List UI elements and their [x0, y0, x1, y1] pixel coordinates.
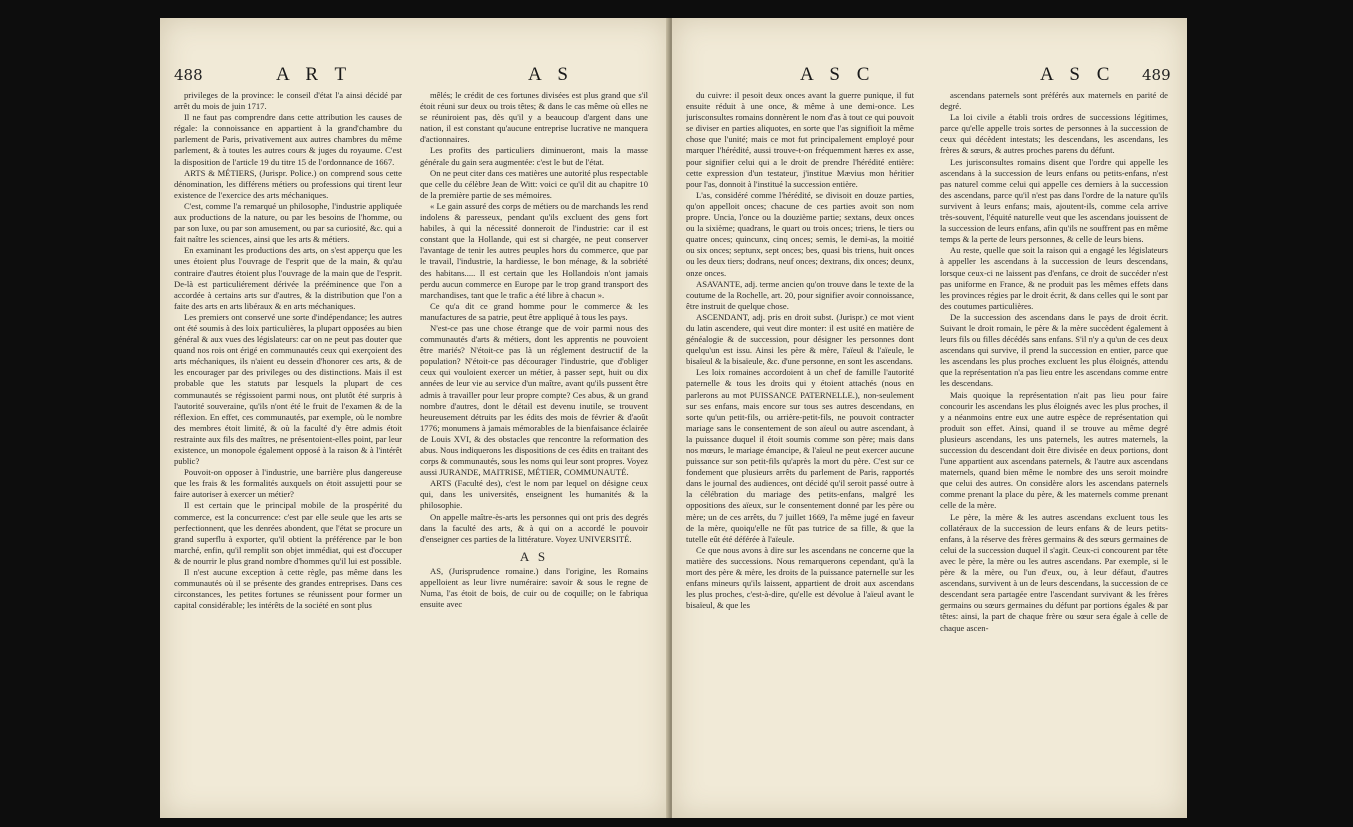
paragraph: Au reste, quelle que soit la raison qui a engagé les législateurs à appeller les ascendans à la succession de leurs descendans, lorsque ceux-ci ne laissent pas d'enfans, ce droit de succéder n'est pas uniforme en France, & ne produit pas les mêmes effets dans les provinces régies par le droit écrit, & dans celles qui le sont par des coutumes particulières. [940, 245, 1168, 311]
right-page [672, 18, 1187, 818]
paragraph: ASCENDANT, adj. pris en droit subst. (Jurispr.) ce mot vient du latin ascendere, qui veut dire monter: il est usité en matière de généalogie & de succession, pour désigner les personnes dont quelqu'un est issu. Ainsi les père & mère, l'aïeul & l'aïeule, le bisaïeul & la bisaïeule, &c. d'une personne, en sont les ascendans. [686, 311, 914, 367]
paragraph: La loi civile a établi trois ordres de successions légitimes, parce qu'elle appelle trois sortes de personnes à la succession de ceux qui décèdent intestats; les descendans, les ascendans, les frères & sœurs, & autres proches parens du défunt. [940, 112, 1168, 156]
left-page [160, 18, 670, 818]
paragraph: du cuivre: il pesoit deux onces avant la guerre punique, il fut ensuite réduit à une once, & même à une demi-once. Les jurisconsultes romains donnèrent le nom d'as à tout ce qui pouvoit se diviser en parties aliquotes, en sorte que l'as signifioit la même chose que l'unité; mais ce mot fut principalement employé pour marquer l'hérédité, aussi trouve-t-on fréquemment hæres ex asse, pour signifier celui qui a le droit de prendre l'hérédité entière: cette expression d'un testateur, j'institue Mævius mon héritier pour l'as, donnoit à l'institué la succession entière. [686, 90, 914, 189]
paragraph: Ce qu'a dit ce grand homme pour le commerce & les manufactures de sa patrie, peut être appliqué à tous les pays. [420, 300, 648, 322]
paragraph: Il est certain que le principal mobile de la prospérité du commerce, est la concurrence: c'est par elle seule que les arts se perfectionnent, que les denrées abondent, que l'état se procure un grand superflu à exporter, qu'il obtient la préférence par le bon marché, enfin, qu'il remplit son objet immédiat, qui est d'occuper & de nourrir le plus grand nombre d'hommes qu'il lui est possible. [174, 500, 402, 566]
paragraph: ASAVANTE, adj. terme ancien qu'on trouve dans le texte de la coutume de la Rochelle, art. 20, pour signifier avoir connoissance, être instruit de quelque chose. [686, 278, 914, 311]
paragraph: « Le gain assuré des corps de métiers ou de marchands les rend indolens & paresseux, pendant qu'ils excluent des gens fort habiles, à qui la nécessité donneroit de l'industrie: car il est constant que la Hollande, qui est si chargée, ne peut conserver l'avantage de tenir les autres peuples hors du commerce, que par le travail, l'industrie, la hardiesse, le bon ménage, & la sobriété des habitans..... Il est certain que les Hollandois n'ont jamais perdu aucun commerce en Europe par le trop grand transport des marchandises, tant que le trafic a été libre à chacun ». [420, 200, 648, 300]
paragraph: privileges de la province: le conseil d'état l'a ainsi décidé par arrêt du mois de juin 1717. [174, 90, 402, 112]
running-head-as: A S [528, 64, 574, 85]
paragraph: On appelle maître-ès-arts les personnes qui ont pris des degrés dans la faculté des arts, & à qui on a accordé le pouvoir d'enseigner ces parties de la littérature. Voyez UNIVERSITÉ. [420, 511, 648, 544]
paragraph: Le père, la mère & les autres ascendans excluent tous les collatéraux de la succession de leurs enfans & de leurs petits-enfans, à la réserve des frères germains & des sœurs germaines de celui de la succession duquel il s'agit. Ceux-ci concourent par tête avec le père, la mère ou les autres ascendans. Par exemple, si le père & la mère, ou l'un d'eux, ou, à leur défaut, d'autres ascendans, survivent à un de leurs descendans, la succession de ce descendant sera partagée entre l'ascendant survivant & les frères germains ou sœurs germaines du défunt par portions égales & par têtes: ainsi, la part de chaque frère ou sœur sera égale à celle de chaque ascen- [940, 511, 1168, 633]
left-page-column-2 [420, 90, 648, 818]
paragraph: mêlés; le crédit de ces fortunes divisées est plus grand que s'il étoit réuni sur deux ou trois têtes; & dans le cas même où elles ne se réuniroient pas, dès qu'il y a beaucoup d'argent dans une nation, il est constant qu'aucune entreprise lucrative ne manquera d'actionnaires. [420, 90, 648, 145]
paragraph: Il n'est aucune exception à cette règle, pas même dans les communautés où il se présente des grandes entreprises. Dans ces circonstances, les petites fortunes se réunissent pour former un capital considérable; les intérêts de la société en sont plus [174, 567, 402, 611]
paragraph: ascendans paternels sont préférés aux maternels en parité de degré. [940, 90, 1168, 112]
paragraph: Ce que nous avons à dire sur les ascendans ne concerne que la matière des successions. Nous remarquerons cependant, qu'à la mort des père & mère, les droits de la puissance paternelle sur les enfans mineurs qu'ils laissent, appartient de droit aux ascendans les plus proches, c'est-à-dire, qu'elle est dévolue à l'aïeul avant le bisaïeul, & que les [686, 544, 914, 611]
paragraph: On ne peut citer dans ces matières une autorité plus respectable que celle du célèbre Jean de Witt: voici ce qu'il dit au chapitre 10 de la première partie de ses mémoires. [420, 167, 648, 200]
right-page-column-2 [940, 90, 1168, 818]
paragraph: Les jurisconsultes romains disent que l'ordre qui appelle les ascendans à la succession de leurs enfans ou petits-enfans, n'est pas naturel comme celui qui appelle ces derniers à la succession des ascendans, parce qu'il n'est pas dans l'ordre de la nature qu'ils survivent à leurs enfans; mais, ajoutent-ils, comme cela arrive très-souvent, l'équité naturelle veut que les ascendans jouissent de la succession de leurs enfans, afin qu'ils ne souffrent pas en même temps & la perte de leurs personnes, & celle de leurs biens. [940, 156, 1168, 245]
page-number-left: 488 [174, 66, 203, 84]
paragraph: En examinant les productions des arts, on s'est apperçu que les unes étoient plus l'ouvrage de l'esprit que de la main, & qu'au contraire d'autres étoient plus l'ouvrage de la main que de l'esprit. De-là est particuliérement dérivée la prééminence que l'on a accordée à certains arts sur d'autres, & la distribution que l'on a faite des arts en arts libéraux & en arts méchaniques. [174, 245, 402, 311]
paragraph: N'est-ce pas une chose étrange que de voir parmi nous des communautés d'arts & métiers, dont les apprentis ne pouvoient être mariés? N'étoit-ce pas là un réglement destructif de la population? N'étoit-ce pas décourager l'industrie, que d'obliger ceux qui vouloient exercer un métier, à passer sept, huit ou dix années de leur vie au service d'un maître, avant qu'ils pussent être admis à travailler pour leur propre compte? Ces abus, & un grand nombre d'autres, dont le détail est devenu inutile, se trouvent heureusement détruits par les édits des mois de février & d'août 1776; monumens à jamais mémorables de la bienfaisance éclairée de Louis XVI, & des obstacles que rencontre la reformation des abus. Nous indiquerons les dispositions de ces édits en traitant des corps & communautés, sous les noms qui leur sont propres. Voyez aussi JURANDE, MAITRISE, MÉTIER, COMMUNAUTÉ. [420, 322, 648, 478]
running-head-asc-right: A S C [1040, 64, 1116, 85]
paragraph: AS, (Jurisprudence romaine.) dans l'origine, les Romains appelloient as leur livre numéraire: savoir & sous le regne de Numa, l'as étoit de bois, de cuir ou de coquille; on le fabriqua ensuite avec [420, 565, 648, 610]
paragraph: Les loix romaines accordoient à un chef de famille l'autorité paternelle & tous les droits qui y étoient attachés (nous en parlerons au mot PUISSANCE PATERNELLE.), non-seulement sur ses enfans, mais encore sur tous ses autres descendans, en sorte qu'un petit-fils, ou arrière-petit-fils, ne pouvoit contracter mariage sans le consentement de son aïeul ou autre ascendant, à la puissance duquel il étoit soumis comme son père; mais dans nos mœurs, le mariage émancipe, & l'aïeul ne peut exercer aucune puissance sur son petit-fils qu'après la mort du père. C'est sur ce fondement que plusieurs arrêts du parlement de Paris, rapportés dans le journal des audiences, ont décidé qu'il seroit passé outre à la célébration du mariage des petits-enfans, malgré les oppositions des aïeux, sur le consentement donné par les père ou mère; un de ces arrêts, du 7 juillet 1669, l'a même jugé en faveur de la mère, quoiqu'elle ne fût pas tutrice de sa fille, & que la tutelle eût été déférée à l'aïeule. [686, 367, 914, 544]
section-heading: A S [519, 548, 549, 564]
paragraph: Les profits des particuliers diminueront, mais la masse générale du gain sera augmentée: c'est le but de l'état. [420, 145, 648, 167]
paragraph: C'est, comme l'a remarqué un philosophe, l'industrie appliquée aux productions de la nature, ou par les besoins de l'homme, ou par son luxe, ou par son amusement, ou par sa curiosité, &c. qui a fait naître les sciences, ainsi que les arts & métiers. [174, 200, 402, 245]
right-page-column-1 [686, 90, 914, 818]
paragraph: Il ne faut pas comprendre dans cette attribution les causes de régale: la connoissance en appartient à la grand'chambre du parlement de Paris, privativement aux autres chambres du même parlement, & à toutes les autres cours & juges du royaume. C'est la disposition de l'article 19 du titre 15 de l'ordonnance de 1667. [174, 112, 402, 167]
running-head-asc-left: A S C [800, 64, 876, 85]
page-number-right: 489 [1142, 66, 1171, 84]
paragraph: Mais quoique la représentation n'ait pas lieu pour faire concourir les ascendans les plus éloignés avec les plus proches, il y a néanmoins entre eux une autre espèce de représentation qui produit son effet. Ainsi, quand il se trouve au même degré plusieurs ascendans, les uns paternels, les autres maternels, la succession du descendant doit être divisée en deux portions, dont l'une appartient aux ascendans paternels, & l'autre aux ascendans maternels, quand bien même le nombre des uns seroit moindre que celui des autres. On considère alors les ascendans paternels comme prenant la place du père, & les maternels comme prenant celle de la mère. [940, 389, 1168, 511]
paragraph: De la succession des ascendans dans le pays de droit écrit. Suivant le droit romain, le père & la mère succèdent également à leurs fils ou filles décédés sans enfans. S'il n'y a qu'un de ces deux ascendans qui survive, il prend la succession en entier, parce que les ascendans les plus proches excluent les plus éloignés, attendu que la représentation n'a pas lieu entre les ascendans comme entre les descendans. [940, 311, 1168, 389]
paragraph: ARTS (Faculté des), c'est le nom par lequel on désigne ceux qui, dans les universités, enseignent les humanités & la philosophie. [420, 478, 648, 511]
left-page-column-1 [174, 90, 402, 818]
running-head-art: A R T [276, 64, 353, 85]
paragraph: Pouvoit-on opposer à l'industrie, une barrière plus dangereuse que les frais & les formalités auxquels on étoit assujetti pour se faire autoriser à exercer un métier? [174, 467, 402, 500]
paragraph: L'as, considéré comme l'hérédité, se divisoit en douze parties, qu'on appelloit onces; chacune de ces parties avoit son nom propre. Uncia, l'once ou la douzième partie; sextans, deux onces ou la sixième; quadrans, le quart ou trois onces; triens, le tiers ou quatre onces; quincunx, cinq onces; semis, le demi-as, la moitié ou six onces; septunx, sept onces; bes, quasi bis triens, huit onces ou les deux tiers; dodrans, neuf onces; dextrans, dix onces; deunx, onze onces. [686, 189, 914, 278]
paragraph: Les premiers ont conservé une sorte d'indépendance; les autres ont été soumis à des loix particulières, la plupart opposées au bien général & aux vues des législateurs: car on ne peut pas douter que quand nos rois ont érigé en communautés ceux qui exerçoient des arts méchaniques, ils n'aient eu dessein d'honorer ces arts, & de les encourager par des privileges ou des distinctions. Mais il est probable que les statuts par lesquels la plupart de ces communautés se régissoient parmi nous, ont plutôt été surpris à l'autorité souveraine, qu'ils n'ont été le fruit de l'examen & de la réflexion. En effet, ces communautés, par exemple, où le nombre des membres étoit limité, & où la faculté d'y être admis étoit restrainte aux fils des maîtres, ne présentoient-elles point, par leur existence, un monopole également opposé à la raison & à l'intérêt public? [174, 311, 402, 467]
paragraph: ARTS & MÉTIERS, (Jurispr. Police.) on comprend sous cette dénomination, les différens métiers ou professions qui tirent leur existence de l'exercice des arts méchaniques. [174, 167, 402, 200]
